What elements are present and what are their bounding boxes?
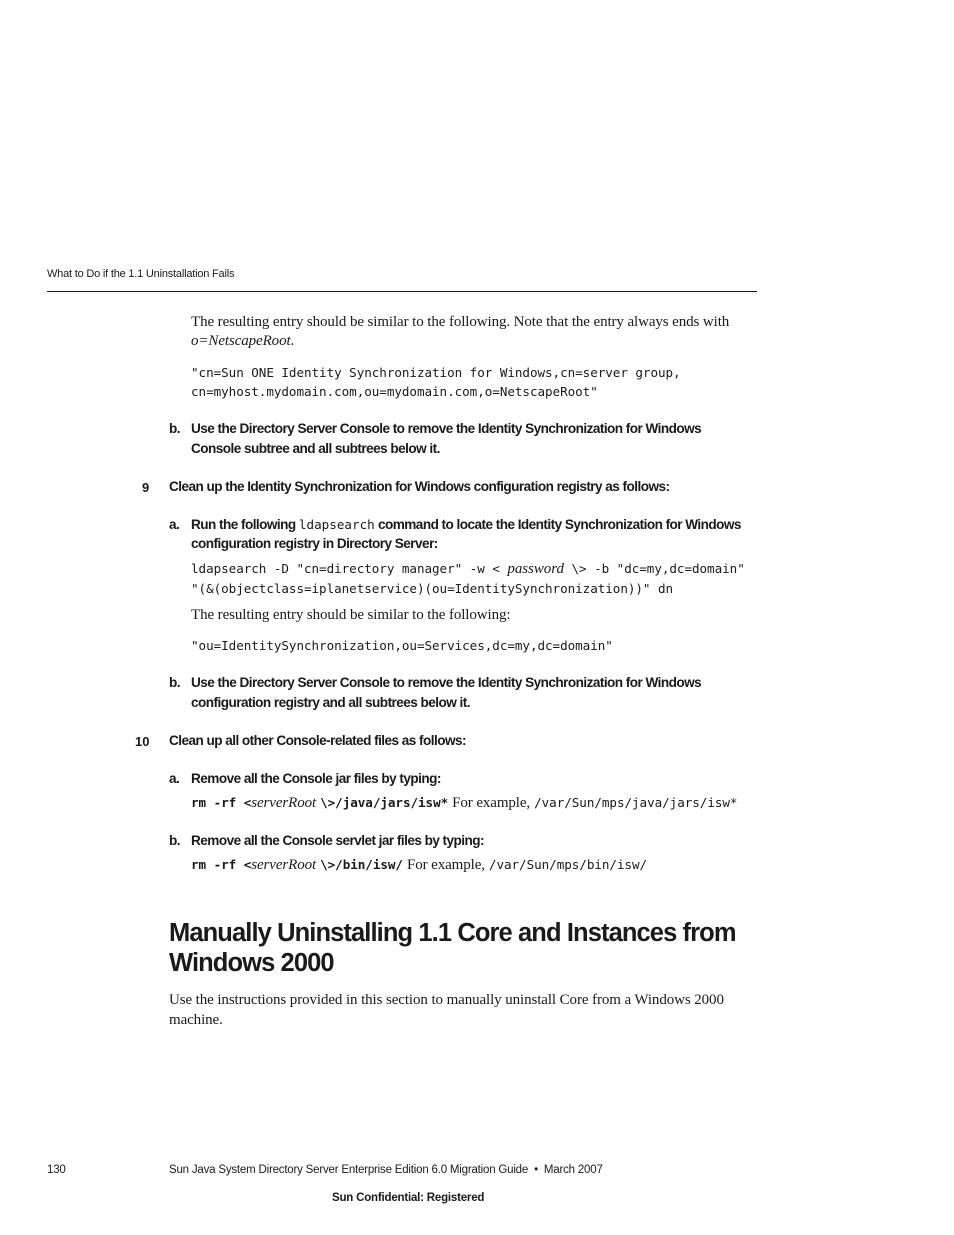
footer-book-info	[169, 1164, 603, 1176]
netscape-root-term: o=NetscapeRoot	[191, 333, 291, 349]
step-8b-line2: Console subtree and all subtrees below it.	[191, 441, 440, 456]
step-9a-line2: configuration registry in Directory Server:	[191, 536, 438, 551]
step-10b-text: Remove all the Console servlet jar files by typing:	[191, 833, 485, 848]
example-path: /var/Sun/mps/bin/isw/	[488, 857, 648, 872]
result-description-line1: The resulting entry should be similar to the following. Note that the entry always ends with	[191, 314, 730, 330]
step-10a-letter: a.	[169, 771, 180, 786]
step-9b-line2: configuration registry and all subtrees below it.	[191, 695, 470, 710]
book-title: Sun Java System Directory Server Enterprise Edition 6.0 Migration Guide	[169, 1164, 529, 1176]
code-entry-line1: "cn=Sun ONE Identity Synchronization for Windows,cn=server group,	[191, 365, 681, 380]
running-header: What to Do if the 1.1 Uninstallation Fails	[47, 268, 235, 280]
ldapsearch-command: ldapsearch	[298, 517, 375, 532]
step-10b-command: rm -rf <serverRoot \>/bin/isw/ For example, /var/Sun/mps/bin/isw/	[191, 857, 648, 873]
code-entry-line2: cn=myhost.mydomain.com,ou=mydomain.com,o=NetscapeRoot"	[191, 384, 598, 399]
section-intro-line2: machine.	[169, 1012, 223, 1028]
server-root-placeholder: serverRoot	[251, 857, 317, 873]
footer-bullet: •	[534, 1164, 538, 1176]
step-9a-line1: Run the following ldapsearch command to locate the Identity Synchronization for Windows	[191, 517, 741, 532]
step-9-text: Clean up the Identity Synchronization for Windows configuration registry as follows:	[169, 479, 670, 494]
example-path: /var/Sun/mps/java/jars/isw*	[534, 795, 738, 810]
publication-date: March 2007	[543, 1164, 603, 1176]
step-10b-letter: b.	[169, 833, 180, 848]
result-description-line2: o=NetscapeRoot.	[191, 333, 295, 349]
ldapsearch-code-line2: "(&(objectclass=iplanetservice)(ou=IdentitySynchronization))" dn	[191, 581, 674, 596]
result-similar-text: The resulting entry should be similar to the following:	[191, 607, 511, 623]
step-10a-text: Remove all the Console jar files by typing:	[191, 771, 441, 786]
section-intro-line1: Use the instructions provided in this section to manually uninstall Core from a Windows 2000	[169, 992, 724, 1008]
step-9b-line1: Use the Directory Server Console to remove the Identity Synchronization for Windows	[191, 675, 702, 690]
section-heading-line2: Windows 2000	[169, 949, 334, 977]
step-9-number: 9	[142, 480, 150, 495]
confidential-notice: Sun Confidential: Registered	[332, 1192, 485, 1204]
step-10a-command: rm -rf <serverRoot \>/java/jars/isw* For example, /var/Sun/mps/java/jars/isw*	[191, 795, 738, 811]
page-number: 130	[47, 1164, 66, 1176]
step-9b-letter: b.	[169, 675, 180, 690]
section-heading-line1: Manually Uninstalling 1.1 Core and Instances from	[169, 919, 736, 947]
step-10-number: 10	[135, 734, 150, 749]
step-8b-letter: b.	[169, 421, 180, 436]
step-8b-line1: Use the Directory Server Console to remove the Identity Synchronization for Windows	[191, 421, 702, 436]
ldapsearch-code-line1: ldapsearch -D "cn=directory manager" -w < password \> -b "dc=my,dc=domain"	[191, 561, 745, 577]
header-rule	[47, 291, 757, 292]
step-9a-letter: a.	[169, 517, 180, 532]
step-10-text: Clean up all other Console-related files as follows:	[169, 733, 466, 748]
code-entry-ou: "ou=IdentitySynchronization,ou=Services,dc=my,dc=domain"	[191, 638, 613, 653]
password-placeholder: password	[507, 561, 564, 577]
server-root-placeholder: serverRoot	[251, 795, 317, 811]
